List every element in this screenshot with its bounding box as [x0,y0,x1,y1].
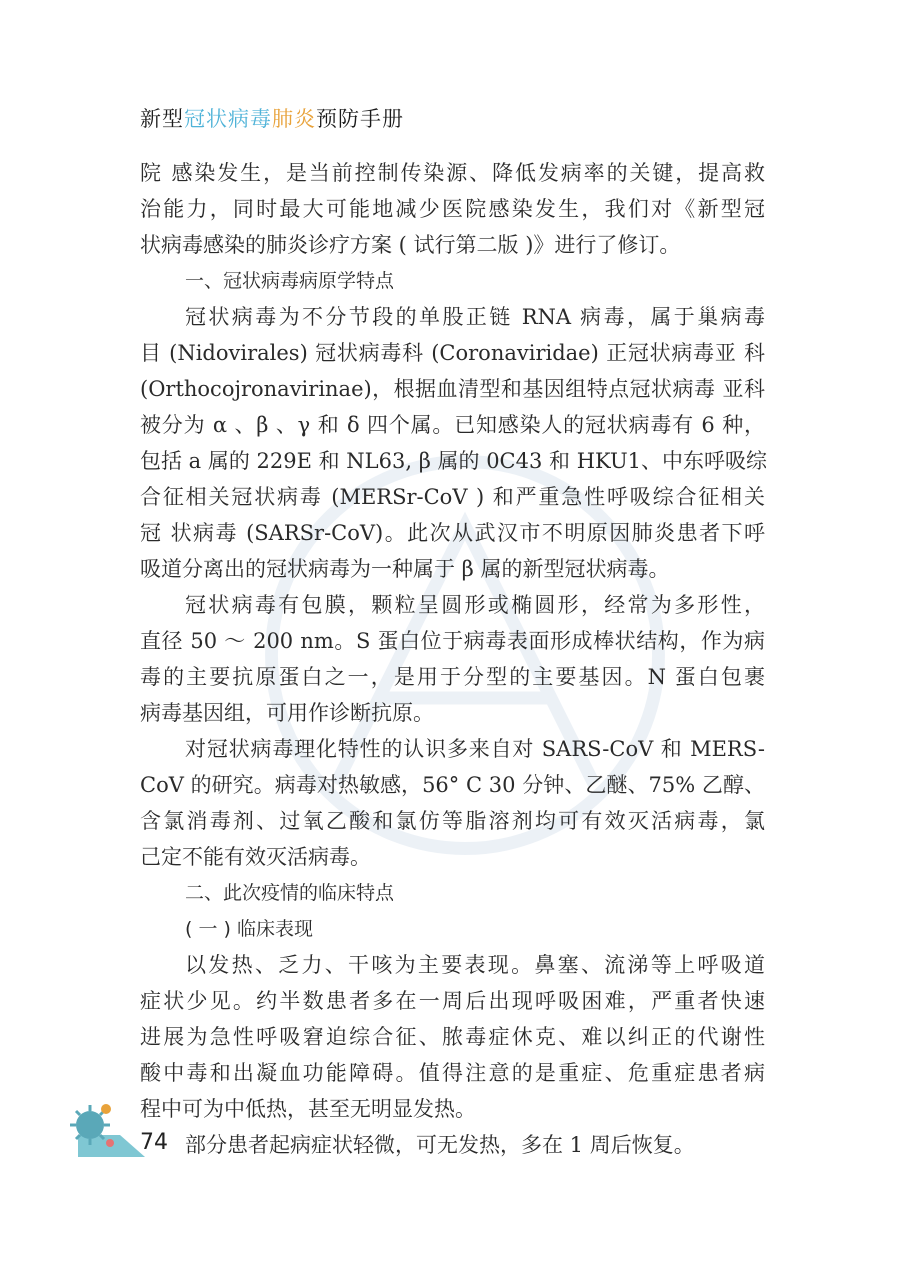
body-line: 进展为急性呼吸窘迫综合征、脓毒症休克、难以纠正的代谢性 [140,1025,765,1049]
section-heading: 一、冠状病毒病原学特点 [185,270,395,292]
body-line: 部分患者起病症状轻微，可无发热，多在 1 周后恢复。 [185,1133,695,1157]
header-part-2: 冠状病毒 [184,107,272,131]
body-line: 包括 a 属的 229E 和 NL63, β 属的 0C43 和 HKU1、中东呼吸综 [140,449,768,473]
page-header [140,103,404,133]
body-line: 毒的主要抗原蛋白之一，是用于分型的主要基因。N 蛋白包裹 [140,665,765,689]
body-line: 冠状病毒为不分节段的单股正链 RNA 病毒，属于巢病毒 [185,305,765,329]
body-line: (Orthocojronavirinae)，根据血清型和基因组特点冠状病毒 亚科 [140,377,765,401]
body-line: 被分为 α 、β 、γ 和 δ 四个属。已知感染人的冠状病毒有 6 种， [140,413,765,437]
page-number: 74 [140,1130,168,1155]
body-line: 冠 状病毒 (SARSr-CoV)。此次从武汉市不明原因肺炎患者下呼 [140,521,765,545]
body-line: 合征相关冠状病毒 (MERSr-CoV ) 和严重急性呼吸综合征相关 [140,485,765,509]
body-line: 己定不能有效灭活病毒。 [140,845,371,869]
subsection-heading: ( 一 ) 临床表现 [185,918,313,940]
body-line: 症状少见。约半数患者多在一周后出现呼吸困难，严重者快速 [140,989,765,1013]
body-line: CoV 的研究。病毒对热敏感，56° C 30 分钟、乙醚、75% 乙醇、 [140,773,765,797]
header-part-4: 预防手册 [316,107,404,131]
body-line: 病毒基因组，可用作诊断抗原。 [140,701,434,725]
header-part-3: 肺炎 [272,107,316,131]
body-line: 含氯消毒剂、过氧乙酸和氯仿等脂溶剂均可有效灭活病毒，氯 [140,809,765,833]
body-text [140,155,768,1163]
body-line: 程中可为中低热，甚至无明显发热。 [140,1097,476,1121]
body-line: 目 (Nidovirales) 冠状病毒科 (Coronaviridae) 正冠状病毒亚 科 [140,341,765,365]
body-line: 状病毒感染的肺炎诊疗方案 ( 试行第二版 )》进行了修订。 [140,233,681,257]
body-line: 直径 50 ～ 200 nm。S 蛋白位于病毒表面形成棒状结构，作为病 [140,629,765,653]
body-line: 以发热、乏力、干咳为主要表现。鼻塞、流涕等上呼吸道 [185,953,765,977]
section-heading: 二、此次疫情的临床特点 [185,882,395,904]
body-line: 冠状病毒有包膜，颗粒呈圆形或椭圆形，经常为多形性， [185,593,765,617]
header-part-1: 新型 [140,107,184,131]
body-line: 院 感染发生，是当前控制传染源、降低发病率的关键，提高救 [140,161,765,185]
body-line: 治能力，同时最大可能地减少医院感染发生，我们对《新型冠 [140,197,765,221]
body-line: 吸道分离出的冠状病毒为一种属于 β 属的新型冠状病毒。 [140,557,670,581]
body-line: 酸中毒和出凝血功能障碍。值得注意的是重症、危重症患者病 [140,1061,765,1085]
body-line: 对冠状病毒理化特性的认识多来自对 SARS-CoV 和 MERS- [185,737,765,761]
